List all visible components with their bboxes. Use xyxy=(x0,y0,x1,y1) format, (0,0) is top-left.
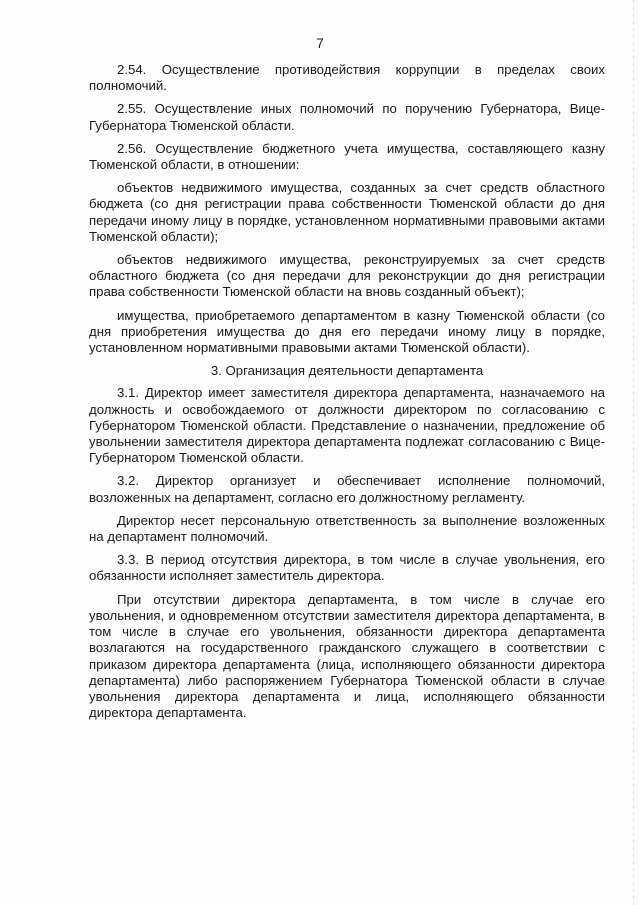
paragraph-3-1: 3.1. Директор имеет заместителя директора департамента, назначаемого на должность и освобождаемого от должности директором по согласованию с Губернатором Тюменской области. Представление о назначении, предложение об увольнении заместителя директора департамента подлежат согласованию с Вице-Губернатором Тюменской области. xyxy=(89,385,605,466)
paragraph-3-3: 3.3. В период отсутствия директора, в том числе в случае увольнения, его обязанности исполняет заместитель директора. xyxy=(89,552,605,584)
page-number: 7 xyxy=(316,36,324,51)
document-body xyxy=(89,62,605,728)
paragraph-2-56: 2.56. Осуществление бюджетного учета имущества, составляющего казну Тюменской области, в отношении: xyxy=(89,140,605,173)
paragraph-3-2: 3.2. Директор организует и обеспечивает исполнение полномочий, возложенных на департамент, согласно его должностному регламенту. xyxy=(89,473,605,505)
scan-edge xyxy=(633,0,634,905)
paragraph-3-3-absence: При отсутствии директора департамента, в том числе в случае его увольнения, и одновременном отсутствии заместителя директора департамента, в том числе в случае его увольнения, обязанности директора департамента возлагаются на государственного гражданского служащего в соответствии с приказом директора департамента (лица, исполняющего обязанности директора департамента) либо распоряжением Губернатора Тюменской области в случае увольнения директора департамента и лица, исполняющего обязанности директора департамента. xyxy=(89,591,605,721)
section-3-heading: 3. Организация деятельности департамента xyxy=(210,363,484,379)
paragraph-2-55: 2.55. Осуществление иных полномочий по поручению Губернатора, Вице-Губернатора Тюменской области. xyxy=(89,101,605,133)
paragraph-2-54: 2.54. Осуществление противодействия коррупции в пределах своих полномочий. xyxy=(89,62,605,94)
paragraph-3-2-responsibility: Директор несет персональную ответственность за выполнение возложенных на департамент полномочий. xyxy=(89,512,605,545)
paragraph-2-56-item-2: объектов недвижимого имущества, реконструируемых за счет средств областного бюджета (со дня передачи для реконструкции до дня регистрации права собственности Тюменской области на вновь созданный объект); xyxy=(89,252,605,300)
paragraph-2-56-item-3: имущества, приобретаемого департаментом в казну Тюменской области (со дня приобретения имущества до дня его передачи иному лицу в порядке, установленном нормативными правовыми актами Тюменской области). xyxy=(89,307,605,356)
paragraph-2-56-item-1: объектов недвижимого имущества, созданных за счет средств областного бюджета (со дня регистрации права собственности Тюменской области до дня передачи иному лицу в порядке, установленном нормативными правовыми актами Тюменской области); xyxy=(89,180,605,244)
